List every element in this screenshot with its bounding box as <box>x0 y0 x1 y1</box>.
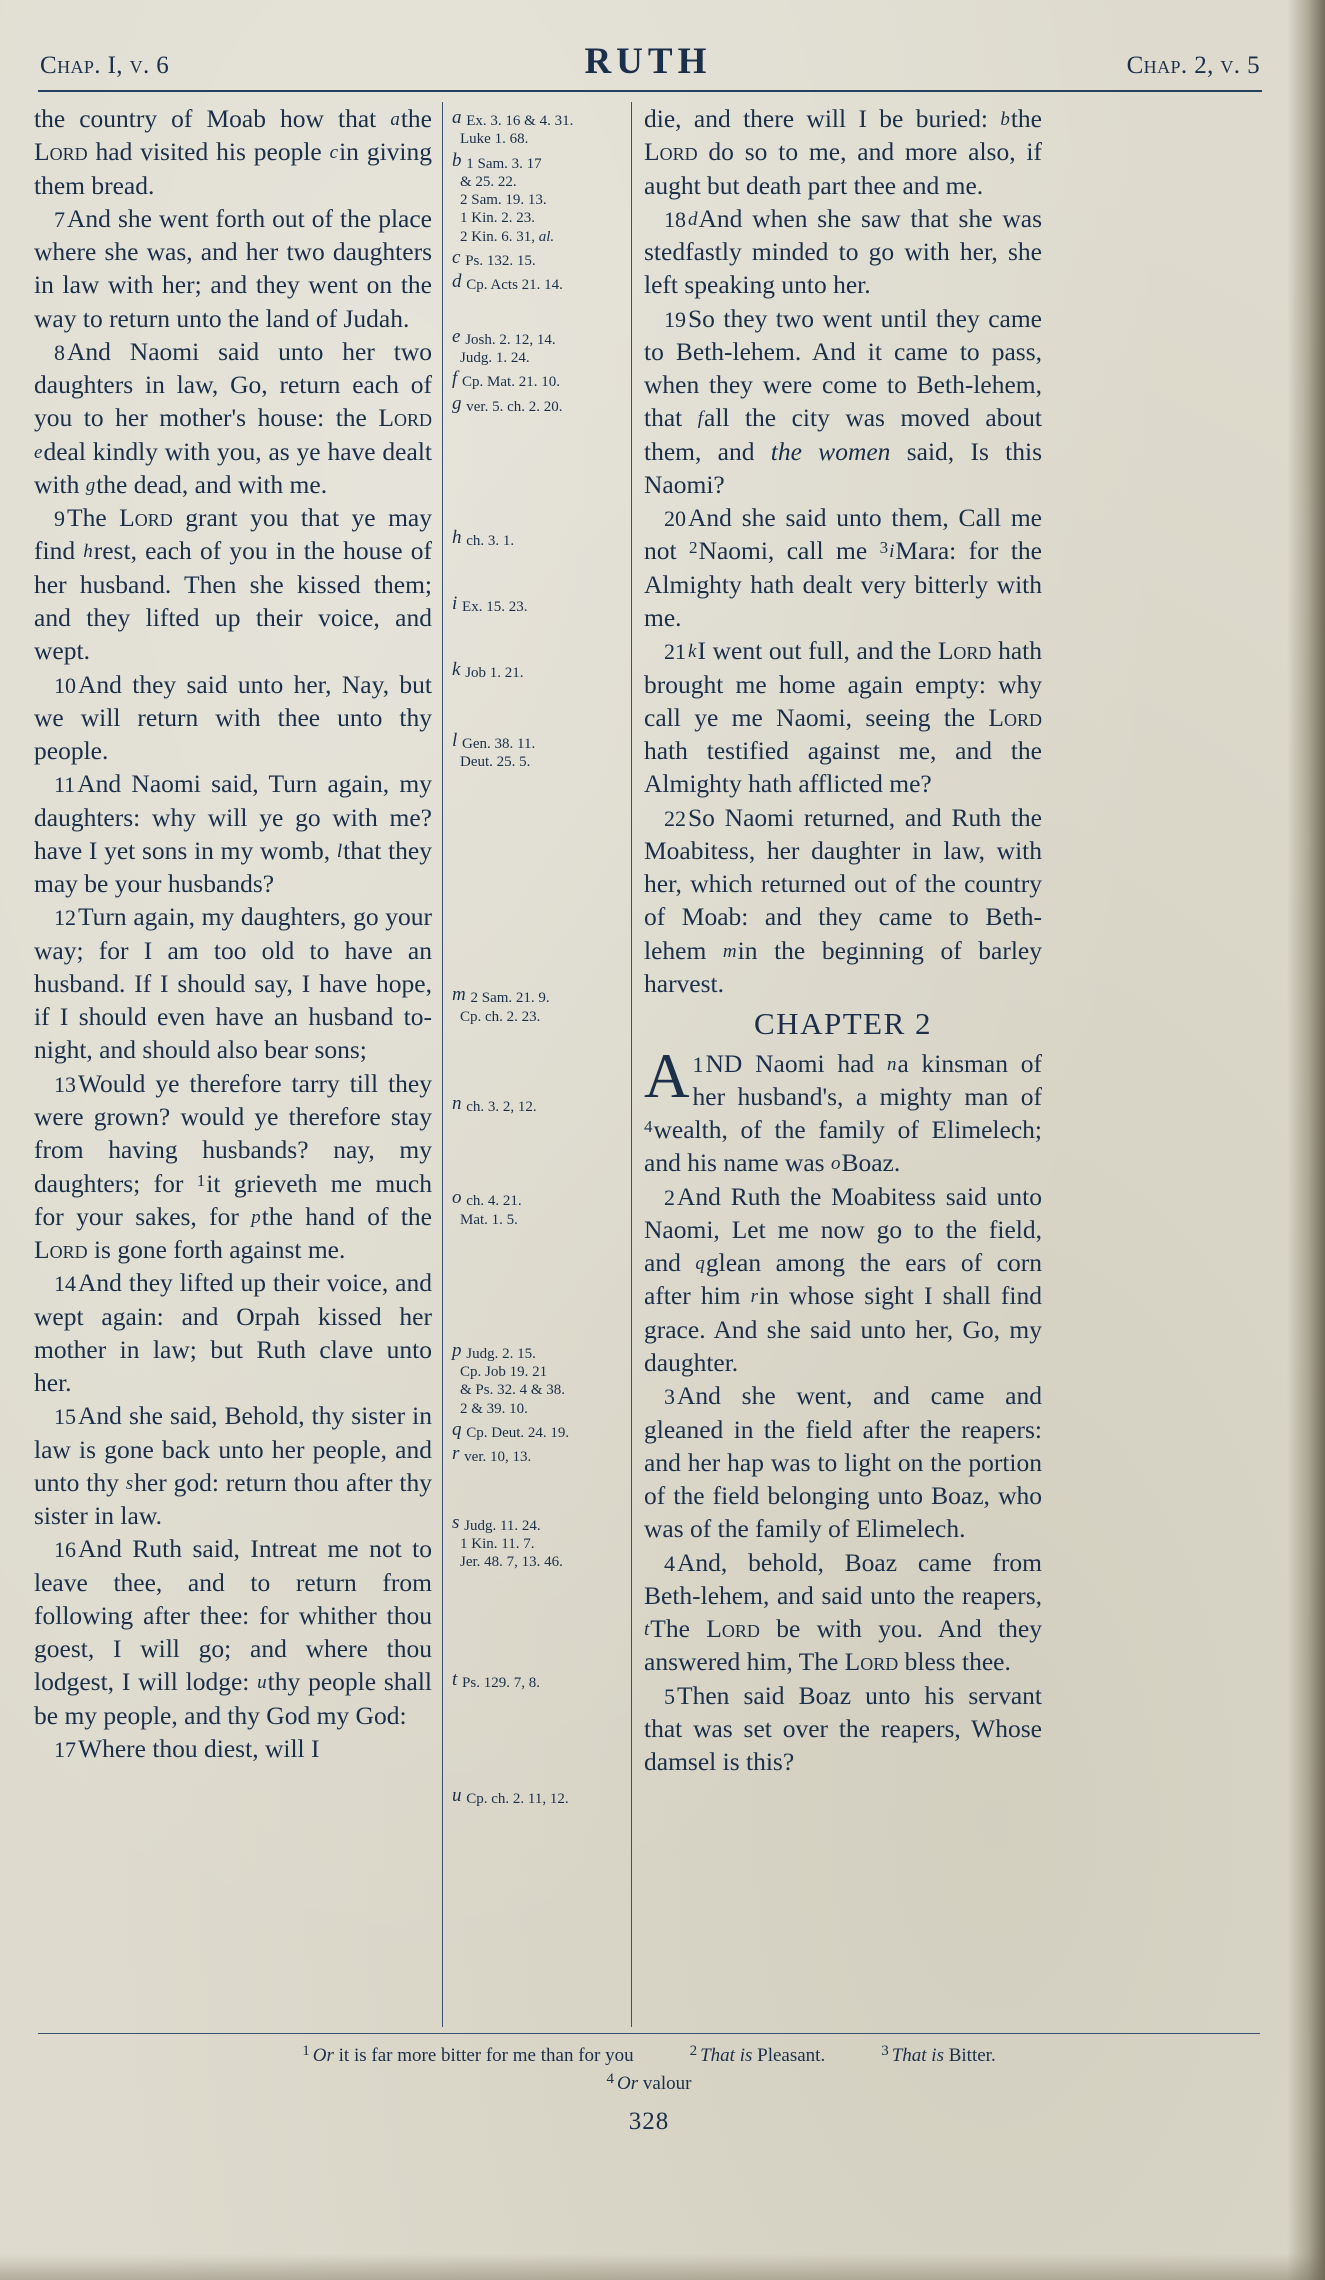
verse-number: 10 <box>54 672 76 698</box>
footnote: $^3$ That is Bitter. <box>881 2043 996 2066</box>
verse-number: 1 <box>692 1051 704 1077</box>
drop-cap: A <box>644 1040 690 1111</box>
note-spacer <box>452 416 624 526</box>
cross-reference-note: f Cp. Mat. 21. 10. <box>452 368 560 391</box>
verse-number: 18 <box>664 206 686 232</box>
verse-paragraph: 18 dAnd when she saw that she was stedfastly minded to go with her, she left speaking unto her. <box>644 203 1042 300</box>
note-spacer <box>452 1229 624 1339</box>
verse-number: 15 <box>54 1404 76 1430</box>
cross-reference-note: g ver. 5. ch. 2. 20. <box>452 392 563 415</box>
page-number: 328 <box>628 2108 670 2136</box>
verse-paragraph: 21 kI went out full, and the Lord hath brought me home again empty: why call ye me Naomi, seeing the Lord hath testified against me, and the Almighty hath afflicted me? <box>644 636 1043 799</box>
cross-reference-note: u Cp. ch. 2. 11, 12. <box>452 1784 569 1807</box>
cross-reference-note: t Ps. 129. 7, 8. <box>452 1668 540 1691</box>
footnote-number: 3 <box>881 2043 889 2059</box>
verse-number: 20 <box>664 506 686 532</box>
cross-reference-note: n ch. 3. 2, 12. <box>452 1092 537 1115</box>
chapter-heading: CHAPTER 2 <box>754 1006 932 1042</box>
page-content <box>34 40 1264 2136</box>
verse-paragraph: 14And they lifted up their voice, and wept again: and Orpah kissed her mother in law; but Ruth clave unto her. <box>34 1268 432 1398</box>
note-spacer <box>452 1026 624 1092</box>
verse-number: 16 <box>54 1537 76 1563</box>
verse-number: 11 <box>54 772 76 798</box>
verse-paragraph: the country of Moab how that athe Lord had visited his people cin giving them bread. <box>34 104 432 200</box>
verse-paragraph: 15And she said, Behold, thy sister in law is gone back unto her people, and unto thy sher god: return thou after thy sister in law. <box>34 1401 433 1531</box>
verse-number: 9 <box>54 506 65 532</box>
cross-reference-note: m 2 Sam. 21. 9. Cp. ch. 2. 23. <box>452 984 550 1025</box>
cross-reference-note: k Job 1. 21. <box>452 659 524 682</box>
cross-reference-note: p Judg. 2. 15. Cp. Job 19. 21 & Ps. 32. 4 & 38. 2 & 39. 10. <box>452 1339 566 1417</box>
footnote-number: 1 <box>302 2043 310 2059</box>
note-spacer <box>452 1692 624 1784</box>
verse-number: 7 <box>54 206 65 232</box>
verse-paragraph: 22So Naomi returned, and Ruth the Moabitess, her daughter in law, with her, which returned out of the country of Moab: and they came to Beth-lehem min the beginning of barley harvest. <box>644 802 1042 998</box>
verse-paragraph: 5Then said Boaz unto his servant that was set over the reapers, Whose damsel is this? <box>644 1680 1042 1777</box>
right-text-column <box>632 102 1042 2027</box>
note-spacer <box>452 616 624 658</box>
verse-paragraph: 10And they said unto her, Nay, but we will return with thee unto thy people. <box>34 669 432 766</box>
verse-paragraph: 17Where thou diest, will I <box>54 1734 320 1764</box>
verse-paragraph: 8And Naomi said unto her two daughters in law, Go, return each of you to her mother's house: the Lord edeal kindly with you, as ye have dealt with gthe dead, and with me. <box>34 336 432 499</box>
cross-reference-note: o ch. 4. 21. Mat. 1. 5. <box>452 1187 522 1228</box>
footnotes <box>34 2041 1264 2096</box>
cross-reference-note: r ver. 10, 13. <box>452 1443 532 1466</box>
cross-reference-note: e Josh. 2. 12, 14. Judg. 1. 24. <box>452 325 556 366</box>
verse-number: 8 <box>54 339 65 365</box>
verse-number: 2 <box>664 1184 675 1210</box>
verse-number: 13 <box>54 1071 76 1097</box>
book-title: RUTH <box>584 41 712 82</box>
left-text-column <box>34 102 442 2027</box>
verse-paragraph: 20And she said unto them, Call me not $^2$Naomi, call me $^3$iMara: for the Almighty hath dealt very bitterly with me. <box>644 503 1042 632</box>
footnote-number: 4 <box>606 2070 615 2087</box>
note-spacer <box>452 550 624 592</box>
verse-number: 19 <box>664 306 686 332</box>
verse-number: 21 <box>664 639 686 665</box>
verse-paragraph: 4And, behold, Boaz came from Beth-lehem, and said unto the reapers, tThe Lord be with you. And they answered him, The Lord bless thee. <box>644 1547 1042 1677</box>
verse-paragraph: 19So they two went until they came to Beth-lehem. And it came to pass, when they were come to Beth-lehem, that fall the city was moved about them, and the women said, Is this Naomi? <box>644 303 1042 499</box>
note-spacer <box>452 1572 624 1668</box>
verse-paragraph: 16And Ruth said, Intreat me not to leave thee, and to return from following after thee: for whither thou goest, I will go; and where thou lodgest, I will lodge: uthy people shall be my people, and thy God my God: <box>34 1534 433 1730</box>
note-spacer <box>452 771 624 983</box>
verse-paragraph: die, and there will I be buried: bthe Lord do so to me, and more also, if aught but death part thee and me. <box>644 104 1042 200</box>
verse-number: 22 <box>664 805 686 831</box>
note-spacer <box>452 295 624 325</box>
note-spacer <box>452 683 624 729</box>
footnote-number: 2 <box>689 2043 698 2059</box>
footnote-line <box>44 2069 1254 2097</box>
page-bottom-shadow <box>0 2254 1325 2280</box>
verse-number: 12 <box>54 905 76 931</box>
cross-reference-note: a Ex. 3. 16 & 4. 31. Luke 1. 68. <box>452 107 574 148</box>
header-divider <box>38 90 1262 92</box>
verse-number: 4 <box>664 1550 675 1576</box>
verse-paragraph: 11And Naomi said, Turn again, my daughters: why will ye go with me? have I yet sons in my womb, lthat they may be your husbands? <box>34 769 432 899</box>
verse-number: 5 <box>664 1683 675 1709</box>
cross-reference-column <box>442 102 632 2027</box>
running-head <box>34 40 1264 83</box>
cross-reference-note: c Ps. 132. 15. <box>452 247 536 270</box>
verse-number: 17 <box>54 1737 76 1763</box>
verse-paragraph: 9The Lord grant you that ye may find hrest, each of you in the house of her husband. Then she kissed them; and they lifted up their voice, and wept. <box>34 503 432 666</box>
footnote: $^1$ Or it is far more bitter for me than for you <box>302 2043 634 2066</box>
footnote: $^2$ That is Pleasant. <box>689 2043 826 2066</box>
footnote: $^4$ Or valour <box>606 2070 692 2094</box>
running-head-left: Chap. I, v. 6 <box>40 52 170 79</box>
note-spacer <box>452 1116 624 1186</box>
text-columns <box>34 102 1264 2027</box>
footnote-divider <box>38 2033 1260 2034</box>
cross-reference-note: i Ex. 15. 23. <box>452 593 528 616</box>
cross-reference-note: b 1 Sam. 3. 17 & 25. 22. 2 Sam. 19. 13. 1 Kin. 2. 23. 2 Kin. 6. 31, al. <box>452 149 555 245</box>
cross-reference-note: q Cp. Deut. 24. 19. <box>452 1419 570 1442</box>
verse-number: 14 <box>54 1271 76 1297</box>
verse-number: 3 <box>664 1384 675 1410</box>
verse-paragraph: 7And she went forth out of the place where she was, and her two daughters in law with her; and they went on the way to return unto the land of Judah. <box>34 203 432 333</box>
cross-reference-note: d Cp. Acts 21. 14. <box>452 271 563 294</box>
note-spacer <box>452 1467 624 1511</box>
footnote-line <box>44 2041 1254 2069</box>
verse-paragraph: 13Would ye therefore tarry till they were grown? would ye therefore stay from having husbands? nay, my daughters; for $^1$it grieveth me much for your sakes, for pthe hand of the Lord is gone forth against me. <box>34 1068 432 1265</box>
cross-reference-note: h ch. 3. 1. <box>452 526 515 549</box>
cross-reference-note: s Judg. 11. 24. 1 Kin. 11. 7. Jer. 48. 7, 13. 46. <box>452 1511 563 1571</box>
verse-paragraph: 12Turn again, my daughters, go your way; for I am too old to have an husband. If I should say, I have hope, if I should even have an husband to-night, and should also bear sons; <box>34 902 432 1065</box>
running-head-right: Chap. 2, v. 5 <box>1126 52 1260 79</box>
verse-paragraph: 1 A ND Naomi had na kinsman of her husband's, a mighty man of $^4$wealth, of the family of Elimelech; and his name was oBoaz. <box>644 1040 1042 1178</box>
page-edge-shadow <box>1287 0 1325 2280</box>
verse-paragraph: 3And she went, and came and gleaned in the field after the reapers: and her hap was to light on the portion of the field belonging unto Boaz, who was of the family of Elimelech. <box>644 1381 1042 1544</box>
cross-reference-note: l Gen. 38. 11. Deut. 25. 5. <box>452 729 536 771</box>
verse-paragraph: 2And Ruth the Moabitess said unto Naomi, Let me now go to the field, and qglean among the ears of corn after him rin whose sight I shall find grace. And she said unto her, Go, my daughter. <box>644 1181 1042 1378</box>
